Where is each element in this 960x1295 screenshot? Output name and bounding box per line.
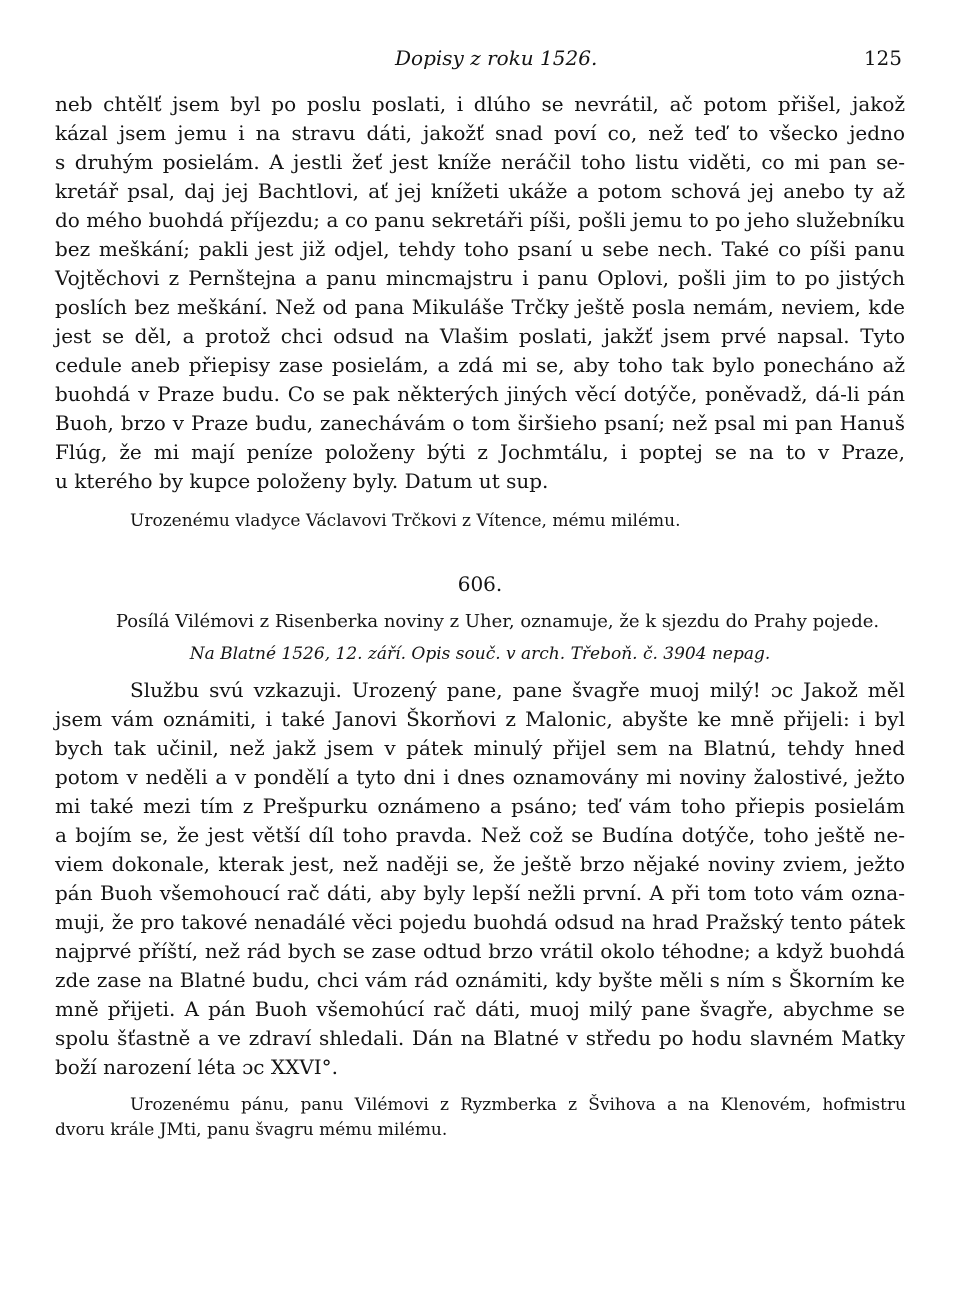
text-line: s druhým posielám. A jestli žeť jest kníže neráčil toho listu viděti, co mi pan se- (55, 150, 905, 174)
text-line: zde zase na Blatné budu, chci vám rád oznámiti, kdy byšte měli s ním s Škorním ke (55, 968, 905, 992)
text-line: kázal jsem jemu i na stravu dáti, jakožť snad poví co, než teď to všecko jedno (55, 121, 905, 145)
text-line: neb chtělť jsem byl po poslu poslati, i dlúho se nevrátil, ač potom přišel, jakož (55, 92, 905, 116)
text-line: bych tak učinil, než jakž jsem v pátek minulý přijel sem na Blatnú, tehdy hned (55, 736, 905, 760)
letter-2-body (55, 676, 905, 1082)
text-line: mi také mezi tím z Prešpurku oznámeno a psáno; teď vám toho přiepis posielám (55, 794, 905, 818)
running-title: Dopisy z roku 1526. (395, 46, 598, 70)
text-line: a bojím se, že jest větší díl toho pravda. Než což se Budína dotýče, toho ještě ne- (55, 823, 905, 847)
text-line: spolu šťastně a ve zdraví shledali. Dán na Blatné v středu po hodu slavném Matky (55, 1026, 905, 1050)
text-line: Vojtěchovi z Pernštejna a panu mincmajstru i panu Oplovi, pošli jim to po jistých (55, 266, 905, 290)
document-number: 606. (457, 572, 503, 596)
text-line: poslích bez meškání. Než od pana Mikuláše Trčky ještě posla nemám, neviem, kde (55, 295, 905, 319)
text-line: boží narození léta ɔc XXVI°. (55, 1055, 339, 1079)
source-note: Na Blatné 1526, 12. září. Opis souč. v arch. Třeboň. č. 3904 nepag. (189, 644, 771, 664)
text-line: u kterého by kupce položeny byly. Datum ut sup. (55, 469, 549, 493)
text-line: jest se děl, a protož chci odsud na Vlašim poslati, jakžť jsem prvé napsal. Tyto (55, 324, 905, 348)
page-number: 125 (863, 46, 902, 70)
text-line: Buoh, brzo v Praze budu, zanechávám o tom širšieho psaní; než psal mi pan Hanuš (55, 411, 905, 435)
text-line: buohdá v Praze budu. Co se pak některých jiných věcí dotýče, poněvadž, dá-li pán (55, 382, 905, 406)
text-line: do mého buohdá příjezdu; a co panu sekretáři píši, pošli jemu to po jeho služebníku (55, 208, 905, 232)
text-line: jsem vám oznámiti, i také Janovi Škorňovi z Malonic, abyšte ke mně přijeli: i byl (55, 707, 905, 731)
text-line: cedule aneb přiepisy zase posielám, a zdá mi se, aby toho tak bylo ponecháno až (55, 353, 905, 377)
text-line: pán Buoh všemohoucí rač dáti, aby byly lepší nežli první. A při tom toto vám ozna- (55, 881, 905, 905)
text-line: mně přijeti. A pán Buoh všemohúcí rač dáti, muoj milý pane švagře, abychme se (55, 997, 905, 1021)
letter-1-address: Urozenému vladyce Václavovi Trčkovi z Vítence, mému milému. (130, 511, 681, 531)
letter-2-address (55, 1093, 906, 1143)
text-line: muji, že pro takové nenadálé věci pojedu buohdá odsud na hrad Pražský tento pátek (55, 911, 905, 934)
address-line: Urozenému pánu, panu Vilémovi z Ryzmberka z Švihova a na Klenovém, hofmistru (130, 1095, 906, 1115)
text-line: kretář psal, daj jej Bachtlovi, ať jej knížeti ukáže a potom schová jej anebo ty až (55, 179, 905, 203)
text-line: viem dokonale, kterak jest, než naději se, že ještě brzo nějaké noviny zviem, ježto (55, 852, 905, 876)
text-line: potom v neděli a v pondělí a tyto dni i dnes oznamovány mi noviny žalostivé, ježto (55, 765, 905, 789)
letter-1-body (55, 90, 905, 496)
address-line: dvoru krále JMti, panu švagru mému milému. (55, 1120, 448, 1140)
text-line: Flúg, že mi mají peníze položeny býti z Jochmtálu, i poptej se na to v Praze, (55, 440, 905, 464)
document-summary: Posílá Vilémovi z Risenberka noviny z Uher, oznamuje, že k sjezdu do Prahy pojede. (115, 611, 880, 632)
text-line: najprvé příští, než rád bych se zase odtud brzo vrátil okolo téhodne; a když buohdá (55, 939, 905, 963)
text-line: bez meškání; pakli jest již odjel, tehdy toho psaní u sebe nech. Také co píši panu (55, 237, 905, 261)
text-line: Službu svú vzkazuji. Urozený pane, pane švagře muoj milý! ɔc Jakož měl (130, 678, 905, 702)
